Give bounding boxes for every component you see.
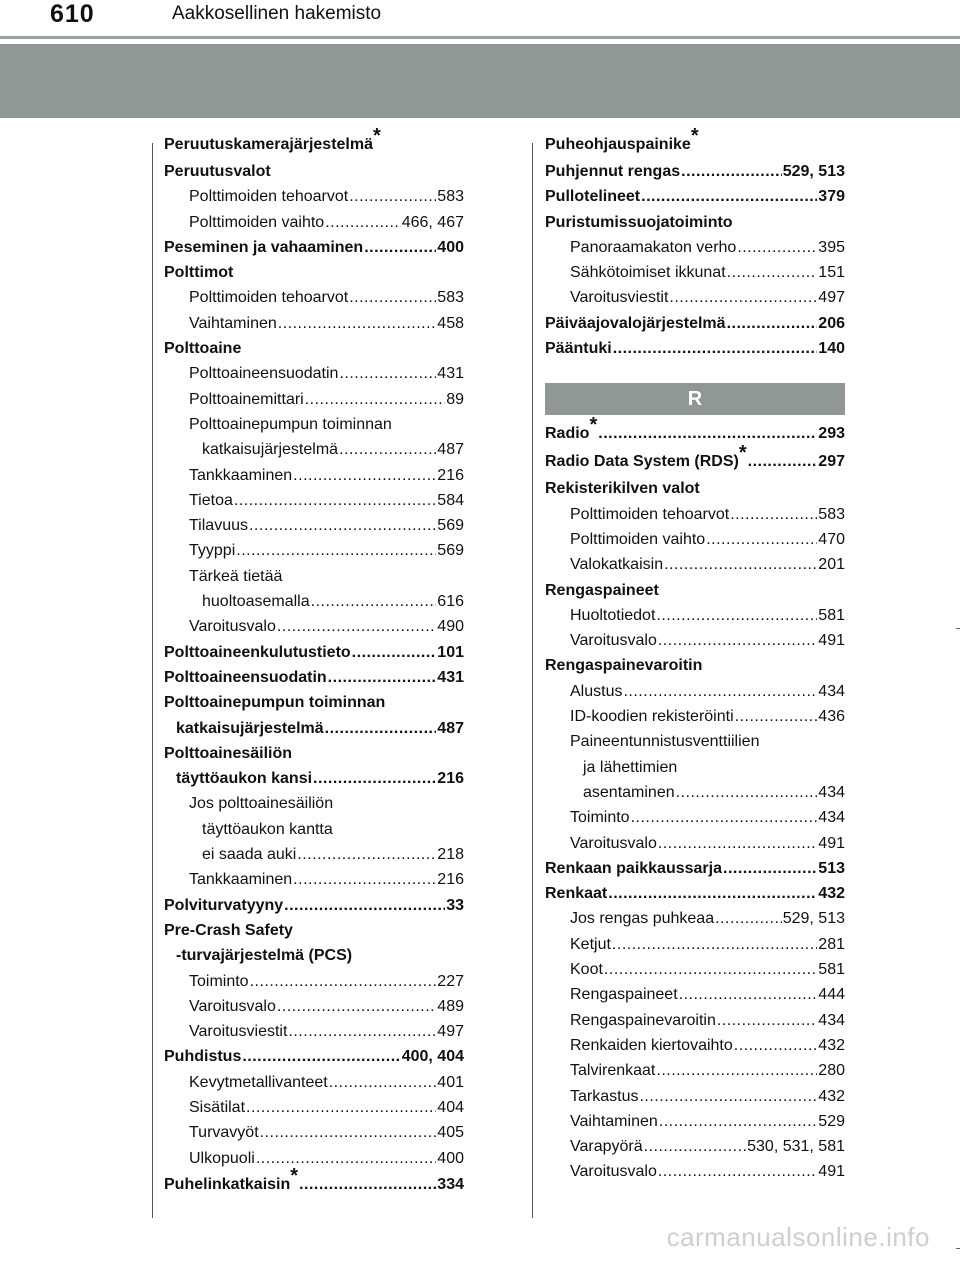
page-ref: 400, 404 bbox=[401, 1048, 464, 1066]
page-ref: 491 bbox=[818, 1163, 845, 1181]
index-subentry: Paineentunnistusventtiilien bbox=[570, 733, 760, 751]
index-subentry[interactable]: Talvirenkaat ..... 280 bbox=[545, 1058, 845, 1083]
page-ref: 101 bbox=[437, 643, 464, 661]
index-subentry[interactable]: Vaihtaminen ..... 458 bbox=[164, 311, 464, 336]
section-letter-bar: R bbox=[545, 383, 845, 415]
page-ref: 293 bbox=[818, 425, 845, 443]
index-subentry[interactable]: Polttimoiden vaihto ..... 466, 467 bbox=[164, 210, 464, 235]
page-ref: 444 bbox=[818, 986, 845, 1004]
index-entry[interactable]: Rengaspainevaroitin bbox=[545, 657, 703, 675]
index-subentry[interactable]: Varoitusvalo ..... 489 bbox=[164, 994, 464, 1019]
page-ref: 529 bbox=[818, 1112, 845, 1130]
index-subentry[interactable]: Varoitusvalo ..... 491 bbox=[545, 1159, 845, 1184]
index-column-left bbox=[164, 125, 464, 1199]
index-subentry-continued: ja lähettimien bbox=[583, 758, 678, 776]
index-subentry[interactable]: Tankkaaminen ..... 216 bbox=[164, 867, 464, 892]
index-subentry[interactable]: Panoraamakaton verho ..... 395 bbox=[545, 235, 845, 260]
index-entry[interactable]: Pullotelineet ..... 379 bbox=[545, 184, 845, 209]
page-ref: 140 bbox=[818, 340, 845, 358]
page-ref: 529, 513 bbox=[782, 910, 845, 928]
index-subentry-continued[interactable]: katkaisujärjestelmä ..... 487 bbox=[164, 437, 464, 462]
page-ref: 583 bbox=[818, 505, 845, 523]
watermark: carmanualsonline.info bbox=[666, 1222, 930, 1252]
page-ref: 490 bbox=[437, 618, 464, 636]
index-entry: Pre-Crash Safety bbox=[164, 921, 293, 939]
page-ref: 395 bbox=[818, 238, 845, 256]
page-ref: 530, 531, 581 bbox=[747, 1138, 845, 1156]
page-ref: 491 bbox=[818, 632, 845, 650]
index-subentry[interactable]: Renkaiden kiertovaihto ..... 432 bbox=[545, 1033, 845, 1058]
right-column-rule bbox=[532, 143, 533, 1218]
index-entry[interactable]: Polttoaineenkulutustieto ..... 101 bbox=[164, 640, 464, 665]
page-ref: 432 bbox=[818, 885, 845, 903]
index-subentry-continued: täyttöaukon kantta bbox=[202, 820, 333, 838]
index-entry[interactable]: Peseminen ja vahaaminen ..... 400 bbox=[164, 235, 464, 260]
index-entry-continued[interactable]: katkaisujärjestelmä ..... 487 bbox=[164, 716, 464, 741]
header-banner bbox=[0, 44, 960, 118]
index-subentry[interactable]: Tyyppi ..... 569 bbox=[164, 538, 464, 563]
page-ref: 581 bbox=[818, 606, 845, 624]
page-ref: 216 bbox=[437, 466, 464, 484]
index-entry[interactable]: Peruutusvalot bbox=[164, 163, 271, 180]
index-subentry-continued[interactable]: ei saada auki ..... 218 bbox=[164, 842, 464, 867]
index-subentry[interactable]: Tilavuus ..... 569 bbox=[164, 513, 464, 538]
index-subentry[interactable]: Koot ..... 581 bbox=[545, 957, 845, 982]
index-subentry[interactable]: Rengaspainevaroitin ..... 434 bbox=[545, 1008, 845, 1033]
index-entry[interactable]: Radio Data System (RDS)* ..... 297 bbox=[545, 448, 845, 476]
index-subentry[interactable]: Valokatkaisin ..... 201 bbox=[545, 552, 845, 577]
edge-tick bbox=[956, 1248, 960, 1249]
index-subentry[interactable]: Rengaspaineet ..... 444 bbox=[545, 982, 845, 1007]
page-ref: 400 bbox=[437, 1149, 464, 1167]
page-ref: 487 bbox=[437, 441, 464, 459]
page-ref: 432 bbox=[818, 1087, 845, 1105]
index-subentry[interactable]: Sähkötoimiset ikkunat ..... 151 bbox=[545, 260, 845, 285]
index-subentry[interactable]: Varoitusvalo ..... 491 bbox=[545, 831, 845, 856]
page-ref: 404 bbox=[437, 1098, 464, 1116]
page-ref: 466, 467 bbox=[401, 213, 464, 231]
page-ref: 434 bbox=[818, 783, 845, 801]
index-entry[interactable]: Peruutuskamerajärjestelmä* bbox=[164, 125, 381, 153]
page-ref: 400 bbox=[437, 238, 464, 256]
page-ref: 581 bbox=[818, 961, 845, 979]
page-ref: 431 bbox=[437, 668, 464, 686]
index-subentry-continued[interactable]: asentaminen ..... 434 bbox=[545, 780, 845, 805]
index-subentry[interactable]: Polttimoiden tehoarvot ..... 583 bbox=[164, 184, 464, 209]
index-subentry[interactable]: ID-koodien rekisteröinti ..... 436 bbox=[545, 704, 845, 729]
index-subentry[interactable]: Jos rengas puhkeaa ..... 529, 513 bbox=[545, 906, 845, 931]
index-subentry[interactable]: Tietoa ..... 584 bbox=[164, 488, 464, 513]
left-column-rule bbox=[152, 143, 153, 1218]
page-ref: 201 bbox=[818, 556, 845, 574]
page-ref: 280 bbox=[818, 1062, 845, 1080]
page-ref: 491 bbox=[818, 834, 845, 852]
index-subentry[interactable]: Ketjut ..... 281 bbox=[545, 932, 845, 957]
index-subentry[interactable]: Turvavyöt ..... 405 bbox=[164, 1120, 464, 1145]
page-ref: 206 bbox=[818, 314, 845, 332]
index-subentry[interactable]: Tarkastus ..... 432 bbox=[545, 1084, 845, 1109]
page-ref: 434 bbox=[818, 1011, 845, 1029]
page-ref: 458 bbox=[437, 314, 464, 332]
index-subentry[interactable]: Ulkopuoli ..... 400 bbox=[164, 1146, 464, 1171]
edge-tick bbox=[956, 628, 960, 629]
page-ref: 401 bbox=[437, 1073, 464, 1091]
index-subentry[interactable]: Sisätilat ..... 404 bbox=[164, 1095, 464, 1120]
page-ref: 89 bbox=[446, 390, 464, 408]
page-ref: 405 bbox=[437, 1124, 464, 1142]
page-ref: 470 bbox=[818, 530, 845, 548]
page-ref: 487 bbox=[437, 719, 464, 737]
page-ref: 33 bbox=[446, 896, 464, 914]
header-rule bbox=[0, 36, 960, 39]
page-ref: 227 bbox=[437, 972, 464, 990]
index-subentry[interactable]: Huoltotiedot ..... 581 bbox=[545, 603, 845, 628]
page-ref: 569 bbox=[437, 517, 464, 535]
index-subentry[interactable]: Varoitusvalo ..... 490 bbox=[164, 614, 464, 639]
index-entry[interactable]: Puhjennut rengas ..... 529, 513 bbox=[545, 159, 845, 184]
page-ref: 434 bbox=[818, 682, 845, 700]
index-entry: Polttoainepumpun toiminnan bbox=[164, 694, 386, 712]
index-entry[interactable]: Polttimot bbox=[164, 264, 234, 282]
page-ref: 497 bbox=[818, 289, 845, 307]
index-subentry[interactable]: Polttimoiden tehoarvot ..... 583 bbox=[545, 502, 845, 527]
index-entry[interactable]: Rekisterikilven valot bbox=[545, 480, 700, 498]
index-entry[interactable]: Renkaan paikkaussarja ..... 513 bbox=[545, 856, 845, 881]
index-subentry[interactable]: Varapyörä ..... 530, 531, 581 bbox=[545, 1134, 845, 1159]
index-subentry[interactable]: Varoitusviestit ..... 497 bbox=[164, 1019, 464, 1044]
page-ref: 431 bbox=[437, 365, 464, 383]
page-ref: 334 bbox=[437, 1175, 464, 1193]
page-ref: 497 bbox=[437, 1023, 464, 1041]
page-ref: 281 bbox=[818, 935, 845, 953]
index-entry[interactable]: Renkaat ..... 432 bbox=[545, 881, 845, 906]
index-entry: Polttoainesäiliön bbox=[164, 744, 293, 762]
index-entry[interactable]: Polviturvatyyny ..... 33 bbox=[164, 893, 464, 918]
page-ref: 529, 513 bbox=[782, 163, 845, 180]
index-entry[interactable]: Polttoaineensuodatin ..... 431 bbox=[164, 665, 464, 690]
index-subentry[interactable]: Toiminto ..... 227 bbox=[164, 969, 464, 994]
page-ref: 569 bbox=[437, 542, 464, 560]
page-ref: 489 bbox=[437, 997, 464, 1015]
page-ref: 379 bbox=[818, 188, 845, 206]
index-entry[interactable]: Päiväajovalojärjestelmä ..... 206 bbox=[545, 311, 845, 336]
index-subentry[interactable]: Tankkaaminen ..... 216 bbox=[164, 463, 464, 488]
index-entry[interactable]: Puristumissuojatoiminto bbox=[545, 213, 733, 231]
index-subentry[interactable]: Vaihtaminen ..... 529 bbox=[545, 1109, 845, 1134]
page-ref: 434 bbox=[818, 809, 845, 827]
section-title: Aakkosellinen hakemisto bbox=[172, 3, 382, 24]
page-ref: 218 bbox=[437, 846, 464, 864]
index-subentry[interactable]: Varoitusviestit ..... 497 bbox=[545, 285, 845, 310]
page-ref: 583 bbox=[437, 188, 464, 206]
page-ref: 584 bbox=[437, 491, 464, 509]
index-subentry[interactable]: Polttoaineensuodatin ..... 431 bbox=[164, 361, 464, 386]
index-subentry[interactable]: Kevytmetallivanteet ..... 401 bbox=[164, 1070, 464, 1095]
index-subentry[interactable]: Varoitusvalo ..... 491 bbox=[545, 628, 845, 653]
page-ref: 513 bbox=[818, 859, 845, 877]
index-entry[interactable]: Puheohjauspainike* bbox=[545, 125, 699, 153]
page-number: 610 bbox=[50, 0, 95, 28]
index-subentry: Polttoainepumpun toiminnan bbox=[189, 415, 392, 433]
page-header bbox=[0, 0, 960, 32]
page-ref: 616 bbox=[437, 593, 464, 611]
index-entry[interactable]: Radio* ..... 293 bbox=[545, 420, 845, 448]
page-ref: 297 bbox=[818, 453, 845, 471]
page-ref: 216 bbox=[437, 871, 464, 889]
index-subentry[interactable]: Toiminto ..... 434 bbox=[545, 805, 845, 830]
index-entry[interactable]: Puhdistus ..... 400, 404 bbox=[164, 1044, 464, 1069]
index-column-right bbox=[545, 125, 845, 1185]
index-subentry[interactable]: Polttimoiden tehoarvot ..... 583 bbox=[164, 285, 464, 310]
index-entry[interactable]: Polttoaine bbox=[164, 340, 242, 358]
index-entry-continued[interactable]: täyttöaukon kansi ..... 216 bbox=[164, 766, 464, 791]
index-subentry[interactable]: Polttimoiden vaihto ..... 470 bbox=[545, 527, 845, 552]
index-entry[interactable]: Puhelinkatkaisin* ..... 334 bbox=[164, 1171, 464, 1199]
index-subentry[interactable]: Polttoainemittari ..... 89 bbox=[164, 387, 464, 412]
page-ref: 216 bbox=[437, 770, 464, 788]
index-entry[interactable]: Pääntuki ..... 140 bbox=[545, 336, 845, 361]
page-ref: 436 bbox=[818, 708, 845, 726]
index-entry[interactable]: Rengaspaineet bbox=[545, 581, 659, 599]
page-ref: 583 bbox=[437, 289, 464, 307]
index-subentry-continued[interactable]: huoltoasemalla ..... 616 bbox=[164, 589, 464, 614]
page-ref: 432 bbox=[818, 1036, 845, 1054]
index-subentry: Tärkeä tietää bbox=[189, 567, 283, 585]
page-ref: 151 bbox=[818, 264, 845, 282]
index-entry-continued: -turvajärjestelmä (PCS) bbox=[176, 947, 353, 965]
index-subentry: Jos polttoainesäiliön bbox=[189, 795, 334, 813]
index-subentry[interactable]: Alustus ..... 434 bbox=[545, 679, 845, 704]
